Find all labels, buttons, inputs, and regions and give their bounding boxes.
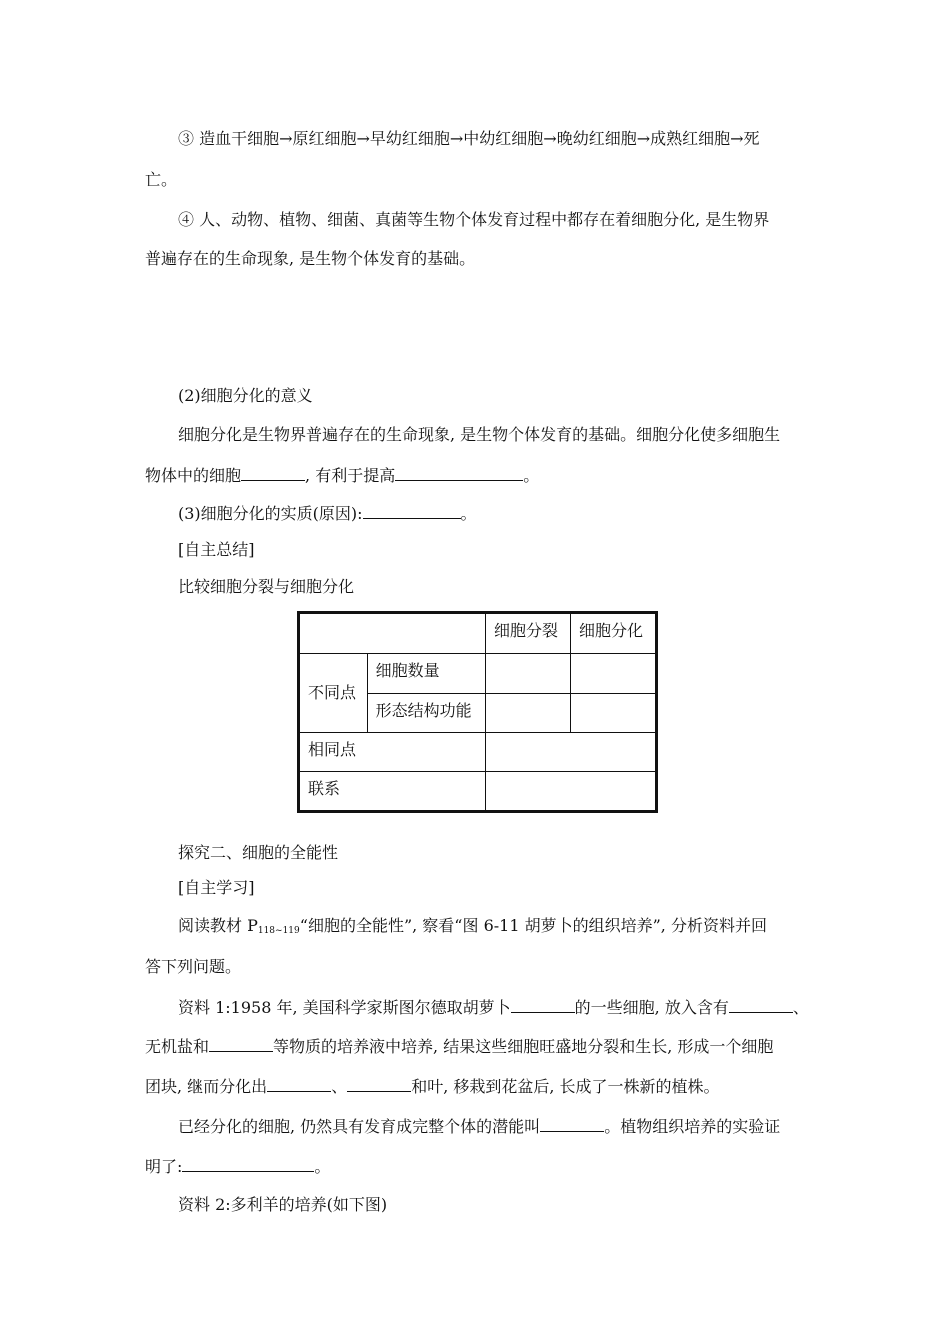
table-answer-cell[interactable] [486,733,657,772]
text: 资料 1:1958 年, 美国科学家斯图尔德取胡萝卜 [178,998,511,1017]
answer-blank[interactable] [395,465,523,481]
table-header-cell: 细胞分化 [571,613,657,654]
text: 无机盐和 [145,1037,210,1056]
table-answer-cell[interactable] [571,694,657,733]
table-caption: 比较细胞分裂与细胞分化 [178,577,355,596]
text: 等物质的培养液中培养, 结果这些细胞旺盛地分裂和生长, 形成一个细胞 [273,1037,774,1056]
table-answer-cell[interactable] [486,772,657,812]
text: 物体中的细胞 [145,466,242,485]
text: (3)细胞分化的实质(原因): [178,504,363,523]
text: 和叶, 移栽到花盆后, 长成了一株新的植株。 [411,1077,720,1096]
text: 。植物组织培养的实验证 [604,1117,781,1136]
section-heading: 探究二、细胞的全能性 [178,843,339,862]
text: 团块, 继而分化出 [145,1077,268,1096]
paragraph-line [145,1036,773,1057]
table-corner-cell [299,613,486,654]
paragraph-line [145,1156,330,1177]
paragraph-line: 亡。 [145,170,178,189]
answer-blank[interactable] [182,1156,314,1172]
text: 。 [314,1157,331,1176]
table-answer-cell[interactable] [486,654,571,694]
paragraph-line: ③ 造血干细胞→原红细胞→早幼红细胞→中幼红细胞→晚幼红细胞→成熟红细胞→死 [178,129,760,148]
paragraph-line: 答下列问题。 [145,957,242,976]
paragraph-line [145,1076,720,1097]
text: 。 [460,504,477,523]
table-header-cell: 细胞分裂 [486,613,571,654]
text: 已经分化的细胞, 仍然具有发育成完整个体的潜能叫 [178,1117,541,1136]
paragraph-line: 细胞分化是生物界普遍存在的生命现象, 是生物个体发育的基础。细胞分化使多细胞生 [178,425,781,444]
section-heading: [自主学习] [178,878,255,897]
text: 。 [523,466,540,485]
answer-blank[interactable] [540,1116,604,1132]
paragraph-line [178,1116,780,1137]
text: 阅读教材 P [178,916,258,935]
paragraph-line [178,997,809,1018]
table-row-label: 细胞数量 [367,654,485,694]
text: 明了: [145,1157,183,1176]
section-heading: [自主总结] [178,540,255,559]
text: , 有利于提高 [305,466,396,485]
paragraph-line: 普遍存在的生命现象, 是生物个体发育的基础。 [145,249,476,268]
table-row-label: 不同点 [299,654,368,733]
answer-blank[interactable] [241,465,305,481]
answer-blank[interactable] [267,1076,331,1092]
table-row-label: 相同点 [299,733,486,772]
text: “细胞的全能性”, 察看“图 6-11 胡萝卜的组织培养”, 分析资料并回 [299,916,767,935]
answer-blank[interactable] [363,503,461,519]
table-row-label: 联系 [299,772,486,812]
section-heading: (2)细胞分化的意义 [178,386,313,405]
paragraph-line [145,465,539,486]
table-row-label: 形态结构功能 [367,694,485,733]
paragraph-line: ④ 人、动物、植物、细菌、真菌等生物个体发育过程中都存在着细胞分化, 是生物界 [178,210,770,229]
text: 的一些细胞, 放入含有 [574,998,729,1017]
page-range: 118~119 [257,926,300,936]
paragraph-line: 资料 2:多利羊的培养(如下图) [178,1195,388,1214]
text: 、 [792,998,809,1017]
answer-blank[interactable] [511,997,575,1013]
paragraph-line [178,916,767,941]
comparison-table [297,611,658,813]
answer-blank[interactable] [209,1036,273,1052]
table-answer-cell[interactable] [571,654,657,694]
paragraph-line [178,503,477,524]
answer-blank[interactable] [347,1076,411,1092]
text: 、 [331,1077,348,1096]
answer-blank[interactable] [729,997,793,1013]
table-answer-cell[interactable] [486,694,571,733]
